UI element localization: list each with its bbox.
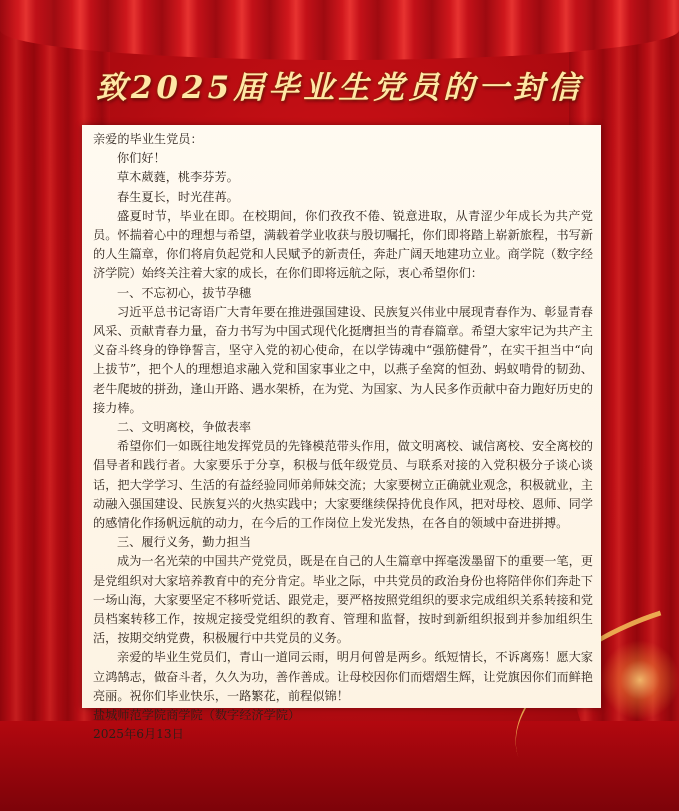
section-3-body: 成为一名光荣的中国共产党党员，既是在自己的人生篇章中挥毫泼墨留下的重要一笔，更是党组织对大家培养教育中的充分肯定。毕业之际，中共党员的政治身份也将陪伴你们奔赴下一场山海，大家要坚定不移听党话、跟党走，要严格按照党组织的要求完成组织关系转接和党员档案转移工作，按规定接受党组织的教育、管理和监督，按时到新组织报到并参加组织生活，按期交纳党费，积极履行中共党员的义务。 <box>93 554 593 646</box>
section-3-title: 三、履行义务，勤力担当 <box>117 535 252 550</box>
section-2-body: 希望你们一如既往地发挥党员的先锋模范带头作用，做文明离校、诚信离校、安全离校的倡导者和践行者。大家要乐于分享，积极与低年级党员、与联系对接的入党积极分子谈心谈话，把大学学习、生活的有益经验同师弟师妹交流；大家要树立正确就业观念，积极就业，主动融入强国建设、民族复兴的火热实践中；大家要继续保持优良作风，把对母校、恩师、同学的感情化作扬帆远航的动力，在今后的工作岗位上发光发热，在各自的领域中奋进拼搏。 <box>93 439 593 531</box>
greeting: 你们好！ <box>117 151 166 166</box>
section-1-title: 一、不忘初心，拔节孕穗 <box>117 285 252 300</box>
closing-paragraph: 亲爱的毕业生党员们，青山一道同云雨，明月何曾是两乡。纸短情长，不诉离殇！愿大家立鸿鹄志，做奋斗者，久久为功，善作善成。让母校因你们而熠熠生辉，让党旗因你们而鲜艳亮丽。祝你们毕业快乐，一路繁花，前程似锦！ <box>93 650 593 703</box>
poem-line-1: 草木葳蕤，桃李芬芳。 <box>117 170 239 185</box>
poem-line-2: 春生夏长，时光荏苒。 <box>117 189 239 204</box>
intro-paragraph: 盛夏时节，毕业在即。在校期间，你们孜孜不倦、锐意进取，从青涩少年成长为共产党员。怀揣着心中的理想与希望，满载着学业收获与殷切嘱托，你们即将踏上崭新旅程，书写新的人生篇章，你们将肩负起党和人民赋予的新责任，奔赴广阔天地建功立业。商学院（数字经济学院）始终关注着大家的成长，在你们即将远航之际，衷心希望你们： <box>93 208 593 281</box>
date: 2025年6月13日 <box>93 727 184 742</box>
letter-body <box>93 130 593 745</box>
curtain-top-decoration <box>0 0 679 60</box>
salutation: 亲爱的毕业生党员： <box>93 132 203 146</box>
section-1-body: 习近平总书记寄语广大青年要在推进强国建设、民族复兴伟业中展现青春作为、彰显青春风采、贡献青春力量，奋力书写为中国式现代化挺膺担当的青春篇章。希望大家牢记为共产主义奋斗终身的铮铮誓言，坚守入党的初心使命，在以学铸魂中“强筋健骨”，在实干担当中“向上拔节”，把个人的理想追求融入党和国家事业之中，以燕子垒窝的恒劲、蚂蚁啃骨的韧劲、老牛爬坡的拼劲，逢山开路、遇水架桥，在为党、为国家、为人民多作贡献中奋力跑好历史的接力棒。 <box>93 304 593 415</box>
section-2-title: 二、文明离校，争做表率 <box>117 420 252 435</box>
page-title: 致2025届毕业生党员的一封信 <box>95 70 584 106</box>
signature: 盐城师范学院商学院（数字经济学院） <box>93 708 301 723</box>
firework-glow-decoration <box>600 640 679 720</box>
